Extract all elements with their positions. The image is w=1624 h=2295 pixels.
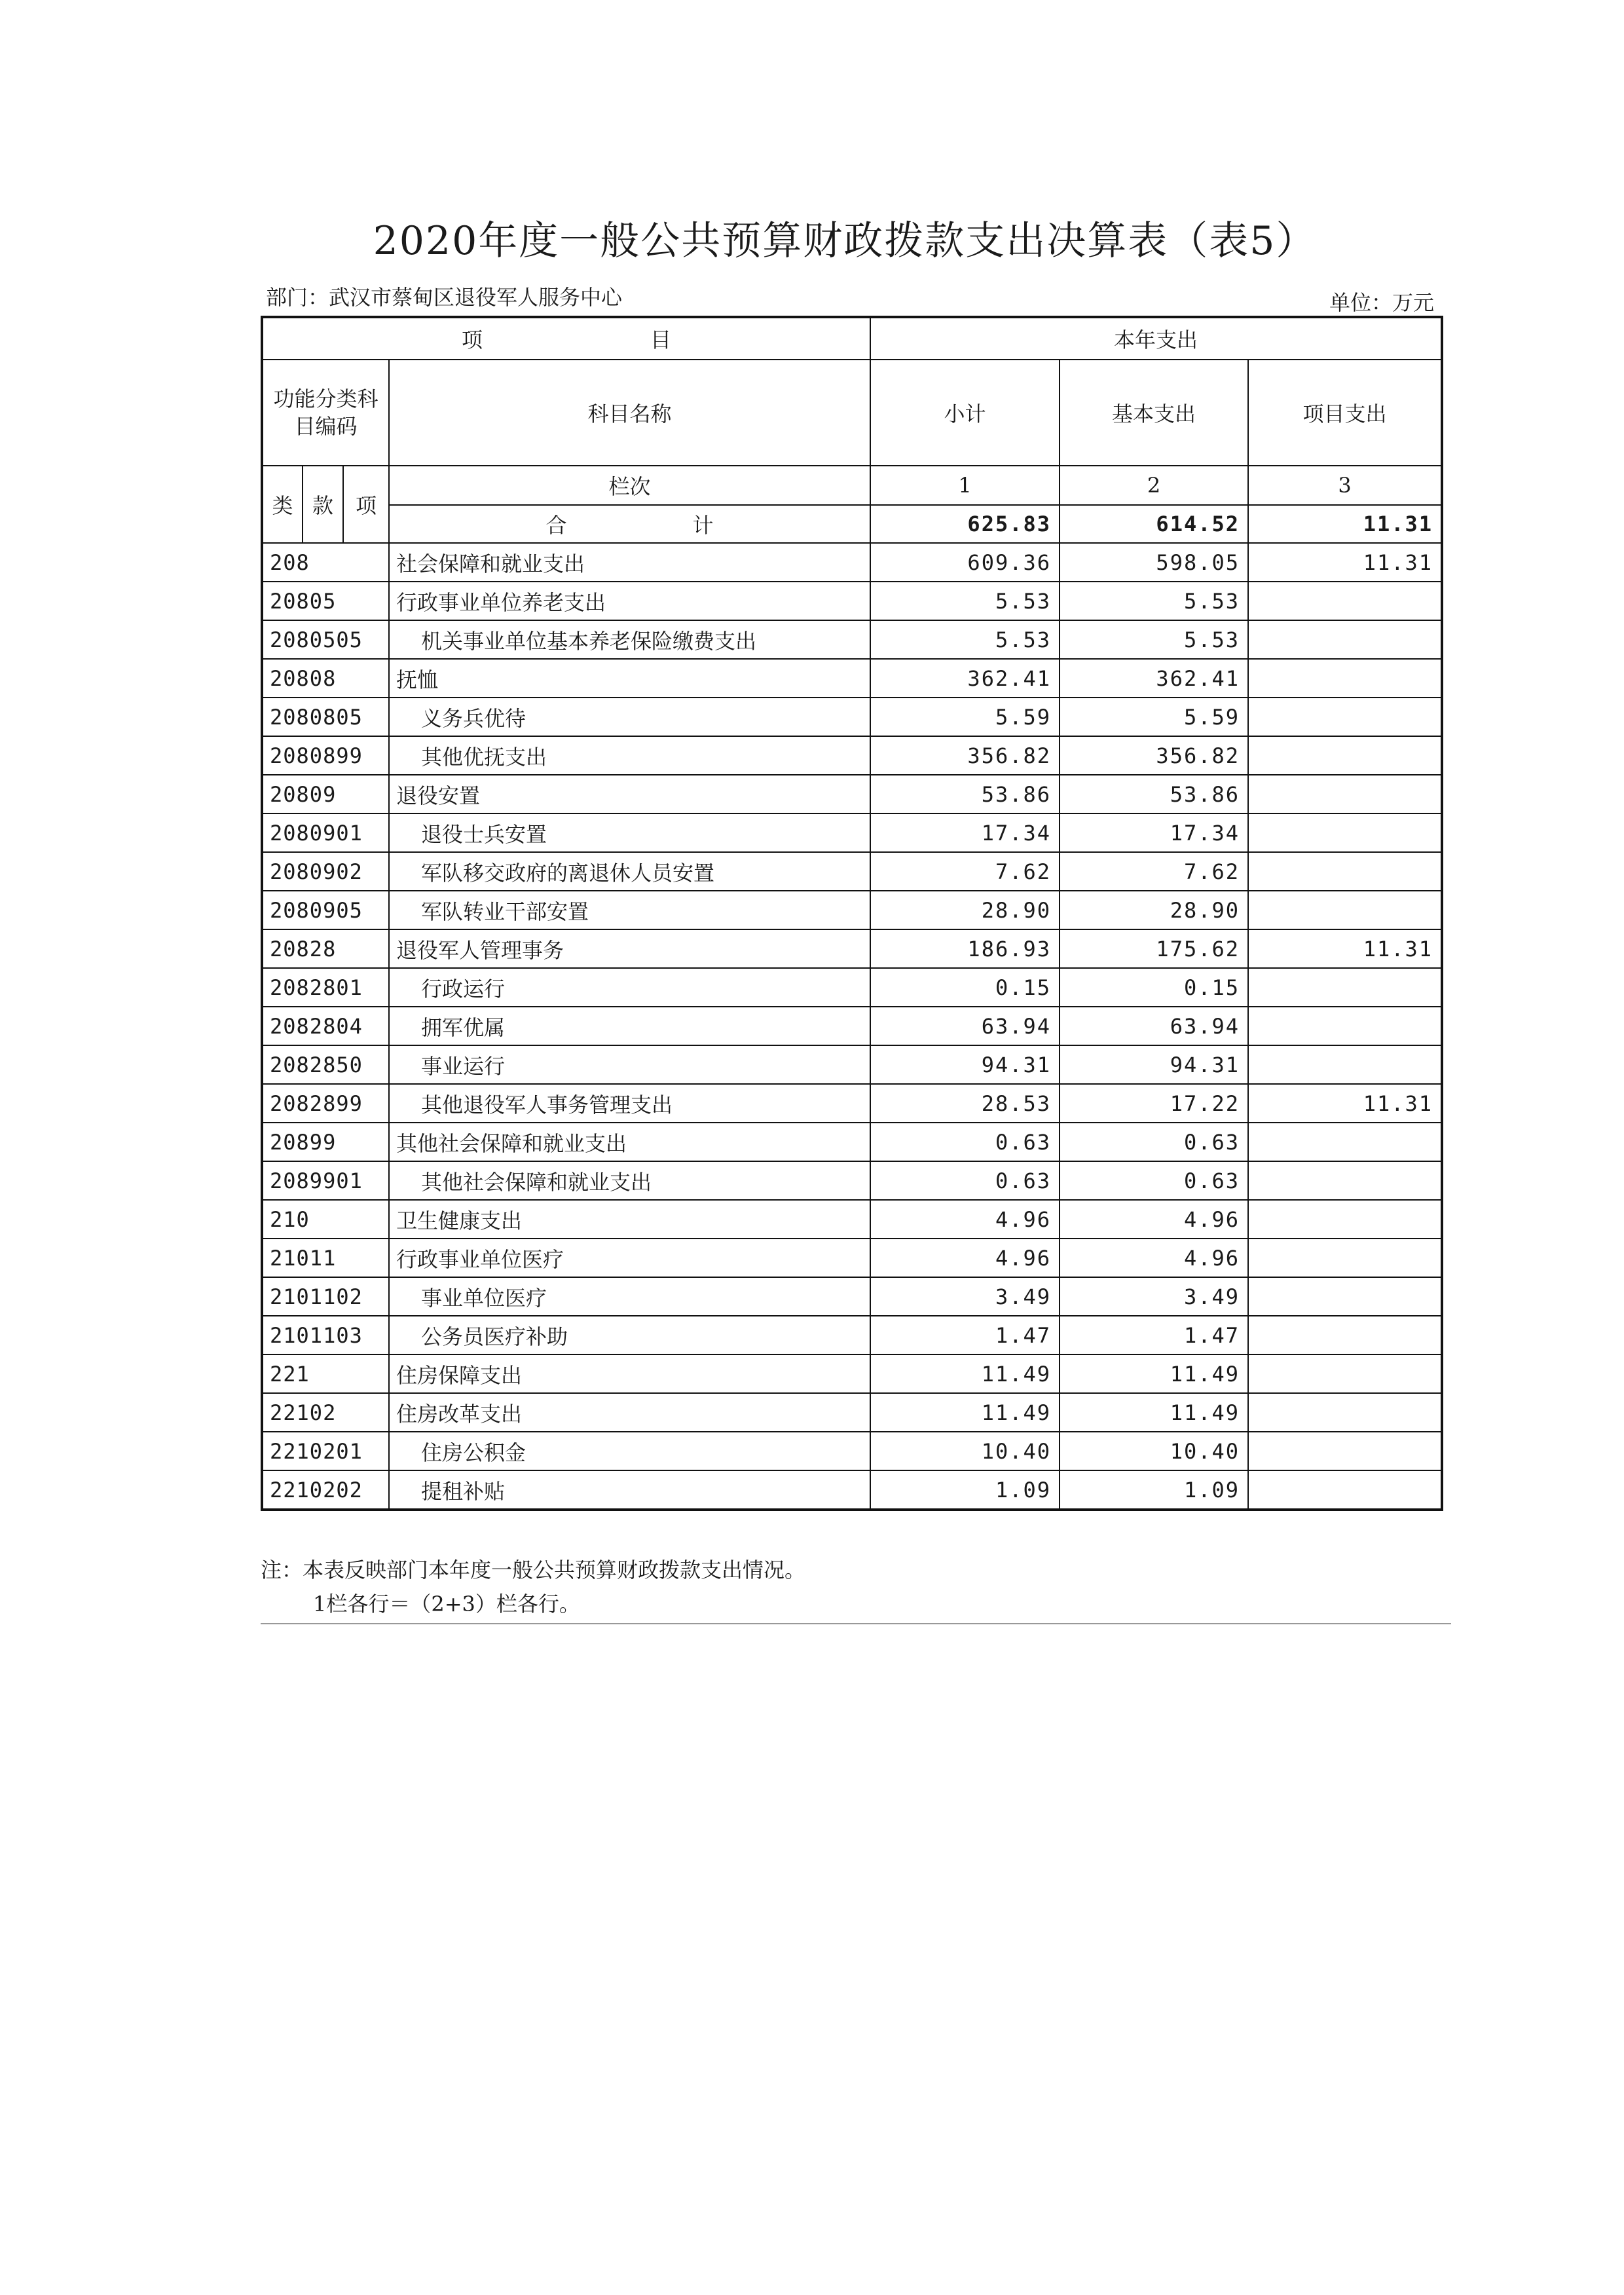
table-row (262, 775, 1442, 813)
table-row (262, 1239, 1442, 1277)
table-row (262, 1354, 1442, 1393)
table-row (262, 1045, 1442, 1084)
table-row (262, 1470, 1442, 1510)
table-row (262, 582, 1442, 620)
table-notes (261, 1555, 1451, 1624)
table-row (262, 543, 1442, 582)
row-subtotal: 94.31 (870, 1045, 1060, 1084)
row-name: 住房保障支出 (389, 1354, 870, 1393)
row-code: 2082801 (262, 968, 389, 1007)
row-project (1248, 813, 1442, 852)
total-project: 11.31 (1248, 505, 1442, 543)
row-name: 其他社会保障和就业支出 (389, 1123, 870, 1161)
table-row (262, 929, 1442, 968)
row-basic: 4.96 (1060, 1239, 1248, 1277)
note-line-1: 注：本表反映部门本年度一般公共预算财政拨款支出情况。 (261, 1558, 806, 1582)
row-basic: 63.94 (1060, 1007, 1248, 1045)
note-line-2: 1栏各行＝（2+3）栏各行。 (313, 1592, 580, 1616)
row-basic: 3.49 (1060, 1277, 1248, 1316)
row-project (1248, 1123, 1442, 1161)
row-subtotal: 362.41 (870, 659, 1060, 698)
row-subtotal: 3.49 (870, 1277, 1060, 1316)
row-code: 2210202 (262, 1470, 389, 1510)
row-code: 20899 (262, 1123, 389, 1161)
row-name: 拥军优属 (389, 1007, 870, 1045)
row-name: 抚恤 (389, 659, 870, 698)
row-name: 提租补贴 (389, 1470, 870, 1510)
table-row (262, 1200, 1442, 1239)
row-basic: 356.82 (1060, 736, 1248, 775)
row-basic: 10.40 (1060, 1432, 1248, 1470)
row-code: 2080805 (262, 698, 389, 736)
row-basic: 5.53 (1060, 582, 1248, 620)
page-title: 2020年度一般公共预算财政拨款支出决算表（表5） (373, 218, 1317, 264)
row-code: 20805 (262, 582, 389, 620)
row-project (1248, 698, 1442, 736)
row-basic: 4.96 (1060, 1200, 1248, 1239)
code-label-header: 功能分类科目编码 (262, 360, 389, 466)
row-project (1248, 1200, 1442, 1239)
table-row (262, 620, 1442, 659)
row-subtotal: 1.47 (870, 1316, 1060, 1354)
row-basic: 1.09 (1060, 1470, 1248, 1510)
row-code: 2082899 (262, 1084, 389, 1123)
row-subtotal: 4.96 (870, 1239, 1060, 1277)
total-basic: 614.52 (1060, 505, 1248, 543)
table-row (262, 1084, 1442, 1123)
row-project: 11.31 (1248, 1084, 1442, 1123)
row-subtotal: 28.90 (870, 891, 1060, 929)
row-name: 义务兵优待 (389, 698, 870, 736)
row-project (1248, 1045, 1442, 1084)
row-project: 11.31 (1248, 543, 1442, 582)
row-project (1248, 775, 1442, 813)
row-subtotal: 1.09 (870, 1470, 1060, 1510)
row-basic: 11.49 (1060, 1354, 1248, 1393)
row-project (1248, 1432, 1442, 1470)
row-project (1248, 1470, 1442, 1510)
table-row (262, 1316, 1442, 1354)
total-subtotal: 625.83 (870, 505, 1060, 543)
row-name: 其他退役军人事务管理支出 (389, 1084, 870, 1123)
row-subtotal: 0.63 (870, 1123, 1060, 1161)
row-name: 行政事业单位医疗 (389, 1239, 870, 1277)
item-header: 项 目 (262, 317, 870, 360)
row-name: 退役安置 (389, 775, 870, 813)
row-code: 2080905 (262, 891, 389, 929)
row-basic: 53.86 (1060, 775, 1248, 813)
row-subtotal: 11.49 (870, 1354, 1060, 1393)
row-basic: 11.49 (1060, 1393, 1248, 1432)
row-subtotal: 0.15 (870, 968, 1060, 1007)
table-row (262, 1007, 1442, 1045)
row-subtotal: 10.40 (870, 1432, 1060, 1470)
row-code: 2080505 (262, 620, 389, 659)
department-label: 部门：武汉市蔡甸区退役军人服务中心 (266, 285, 623, 310)
row-subtotal: 28.53 (870, 1084, 1060, 1123)
row-name: 其他社会保障和就业支出 (389, 1161, 870, 1200)
column-order-label: 栏次 (389, 466, 870, 505)
row-name: 退役士兵安置 (389, 813, 870, 852)
row-subtotal: 5.53 (870, 620, 1060, 659)
row-name: 行政事业单位养老支出 (389, 582, 870, 620)
row-name: 事业运行 (389, 1045, 870, 1084)
row-project (1248, 1277, 1442, 1316)
row-project (1248, 852, 1442, 891)
row-code: 2080899 (262, 736, 389, 775)
row-name: 其他优抚支出 (389, 736, 870, 775)
row-basic: 0.63 (1060, 1161, 1248, 1200)
row-name: 事业单位医疗 (389, 1277, 870, 1316)
row-code: 2082804 (262, 1007, 389, 1045)
row-basic: 5.59 (1060, 698, 1248, 736)
row-basic: 7.62 (1060, 852, 1248, 891)
project-header: 项目支出 (1248, 360, 1442, 466)
row-code: 20828 (262, 929, 389, 968)
row-code: 221 (262, 1354, 389, 1393)
row-project (1248, 1354, 1442, 1393)
row-code: 20809 (262, 775, 389, 813)
row-project (1248, 620, 1442, 659)
row-basic: 598.05 (1060, 543, 1248, 582)
column-number-3: 3 (1248, 466, 1442, 505)
subtotal-header: 小计 (870, 360, 1060, 466)
row-code: 2080902 (262, 852, 389, 891)
row-code: 210 (262, 1200, 389, 1239)
kuan-header: 款 (303, 466, 343, 543)
table-row (262, 1161, 1442, 1200)
row-subtotal: 53.86 (870, 775, 1060, 813)
column-number-1: 1 (870, 466, 1060, 505)
name-label-header: 科目名称 (389, 360, 870, 466)
lei-header: 类 (262, 466, 303, 543)
row-code: 2101102 (262, 1277, 389, 1316)
row-code: 2080901 (262, 813, 389, 852)
row-project (1248, 659, 1442, 698)
row-name: 住房改革支出 (389, 1393, 870, 1432)
row-code: 2101103 (262, 1316, 389, 1354)
column-number-2: 2 (1060, 466, 1248, 505)
row-project (1248, 968, 1442, 1007)
row-basic: 0.15 (1060, 968, 1248, 1007)
row-subtotal: 7.62 (870, 852, 1060, 891)
row-code: 21011 (262, 1239, 389, 1277)
row-subtotal: 63.94 (870, 1007, 1060, 1045)
row-basic: 94.31 (1060, 1045, 1248, 1084)
row-basic: 17.34 (1060, 813, 1248, 852)
row-subtotal: 186.93 (870, 929, 1060, 968)
table-row (262, 1432, 1442, 1470)
row-project (1248, 1316, 1442, 1354)
row-code: 208 (262, 543, 389, 582)
row-subtotal: 17.34 (870, 813, 1060, 852)
row-basic: 0.63 (1060, 1123, 1248, 1161)
row-project (1248, 1393, 1442, 1432)
row-project (1248, 1161, 1442, 1200)
row-name: 行政运行 (389, 968, 870, 1007)
row-code: 20808 (262, 659, 389, 698)
xiang-header: 项 (343, 466, 389, 543)
row-name: 社会保障和就业支出 (389, 543, 870, 582)
table-row (262, 891, 1442, 929)
table-row (262, 1393, 1442, 1432)
table-row (262, 968, 1442, 1007)
row-name: 卫生健康支出 (389, 1200, 870, 1239)
row-subtotal: 609.36 (870, 543, 1060, 582)
row-name: 军队移交政府的离退休人员安置 (389, 852, 870, 891)
row-code: 22102 (262, 1393, 389, 1432)
table-row (262, 852, 1442, 891)
row-name: 军队转业干部安置 (389, 891, 870, 929)
row-subtotal: 0.63 (870, 1161, 1060, 1200)
row-name: 退役军人管理事务 (389, 929, 870, 968)
row-project (1248, 736, 1442, 775)
row-code: 2089901 (262, 1161, 389, 1200)
unit-label: 单位：万元 (1329, 290, 1434, 315)
table-row (262, 698, 1442, 736)
row-basic: 17.22 (1060, 1084, 1248, 1123)
row-name: 住房公积金 (389, 1432, 870, 1470)
row-project (1248, 1007, 1442, 1045)
table-row (262, 1123, 1442, 1161)
total-label: 合 计 (389, 505, 870, 543)
row-subtotal: 4.96 (870, 1200, 1060, 1239)
row-subtotal: 11.49 (870, 1393, 1060, 1432)
row-basic: 28.90 (1060, 891, 1248, 929)
row-subtotal: 5.59 (870, 698, 1060, 736)
row-project (1248, 891, 1442, 929)
row-basic: 5.53 (1060, 620, 1248, 659)
row-basic: 362.41 (1060, 659, 1248, 698)
basic-header: 基本支出 (1060, 360, 1248, 466)
row-project (1248, 582, 1442, 620)
row-basic: 1.47 (1060, 1316, 1248, 1354)
row-subtotal: 356.82 (870, 736, 1060, 775)
table-row (262, 736, 1442, 775)
row-code: 2210201 (262, 1432, 389, 1470)
row-project (1248, 1239, 1442, 1277)
row-name: 公务员医疗补助 (389, 1316, 870, 1354)
row-project: 11.31 (1248, 929, 1442, 968)
row-subtotal: 5.53 (870, 582, 1060, 620)
row-code: 2082850 (262, 1045, 389, 1084)
table-row (262, 813, 1442, 852)
row-name: 机关事业单位基本养老保险缴费支出 (389, 620, 870, 659)
current-year-header: 本年支出 (870, 317, 1442, 360)
table-row (262, 659, 1442, 698)
row-basic: 175.62 (1060, 929, 1248, 968)
table-row (262, 1277, 1442, 1316)
budget-expenditure-table (261, 316, 1443, 1511)
